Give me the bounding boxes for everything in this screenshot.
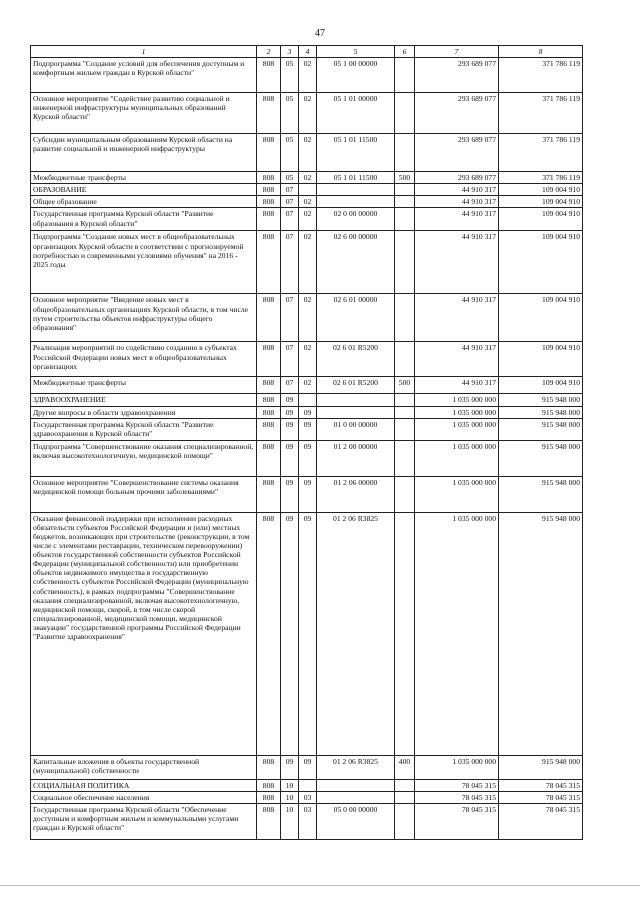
- row-vr: [395, 184, 415, 196]
- row-amount-year2: 78 045 315: [499, 791, 583, 803]
- row-name: Реализация мероприятий по содействию созданию в субъектах Российской Федерации новых мест в общеобразовательных организациях: [31, 342, 257, 377]
- row-csr: 05 1 01 11500: [317, 172, 395, 184]
- row-ved: 808: [257, 512, 281, 755]
- row-amount-year1: 78 045 315: [415, 791, 499, 803]
- row-name: Общее образование: [31, 196, 257, 208]
- row-csr: 02 6 00 00000: [317, 231, 395, 294]
- table-row: [31, 779, 583, 791]
- row-pr: 02: [299, 208, 317, 231]
- table-row: [31, 476, 583, 512]
- row-amount-year2: 915 948 000: [499, 476, 583, 512]
- row-rz: 05: [281, 93, 299, 134]
- table-row: [31, 134, 583, 172]
- column-header: 6: [395, 46, 415, 58]
- row-ved: 808: [257, 779, 281, 791]
- table-row: [31, 342, 583, 377]
- row-pr: 02: [299, 134, 317, 172]
- row-pr: 02: [299, 377, 317, 394]
- row-amount-year1: 1 035 000 000: [415, 406, 499, 418]
- row-name: Государственная программа Курской области "Развитие образования в Курской области": [31, 208, 257, 231]
- row-ved: 808: [257, 196, 281, 208]
- row-ved: 808: [257, 394, 281, 406]
- row-pr: 02: [299, 58, 317, 93]
- row-name: Межбюджетные трансферты: [31, 172, 257, 184]
- row-ved: 808: [257, 294, 281, 342]
- row-csr: 01 2 06 R3825: [317, 755, 395, 779]
- row-amount-year2: 78 045 315: [499, 779, 583, 791]
- page-bottom-rule: [0, 885, 640, 886]
- row-pr: 09: [299, 512, 317, 755]
- row-vr: 500: [395, 377, 415, 394]
- table-row: [31, 58, 583, 93]
- row-ved: 808: [257, 418, 281, 440]
- row-amount-year2: 109 004 910: [499, 294, 583, 342]
- row-rz: 05: [281, 58, 299, 93]
- row-vr: [395, 791, 415, 803]
- row-vr: [395, 803, 415, 839]
- row-amount-year2: 371 786 119: [499, 134, 583, 172]
- column-header: 4: [299, 46, 317, 58]
- row-amount-year1: 1 035 000 000: [415, 418, 499, 440]
- row-rz: 07: [281, 208, 299, 231]
- row-pr: [299, 394, 317, 406]
- row-rz: 07: [281, 377, 299, 394]
- row-ved: 808: [257, 208, 281, 231]
- table-row: [31, 196, 583, 208]
- row-vr: [395, 394, 415, 406]
- row-amount-year1: 1 035 000 000: [415, 512, 499, 755]
- row-csr: 05 1 00 00000: [317, 58, 395, 93]
- row-vr: [395, 406, 415, 418]
- row-amount-year1: 44 910 317: [415, 184, 499, 196]
- row-name: Социальное обеспечение населения: [31, 791, 257, 803]
- table-row: [31, 231, 583, 294]
- row-csr: [317, 394, 395, 406]
- row-ved: 808: [257, 755, 281, 779]
- row-amount-year2: 371 786 119: [499, 93, 583, 134]
- budget-table: [30, 45, 583, 840]
- row-name: Подпрограмма "Совершенствование оказания специализированной, включая высокотехнологичную, медицинской помощи": [31, 440, 257, 476]
- row-pr: 09: [299, 406, 317, 418]
- row-vr: [395, 58, 415, 93]
- row-rz: 09: [281, 418, 299, 440]
- row-vr: [395, 93, 415, 134]
- row-name: Оказание финансовой поддержки при исполнении расходных обязательств субъектов Российской Федерации и (или) местных бюджетов, возникающих при строительстве (реконструкции, в том числе с элементами реставрации, техническом перевооружении) объектов государственной собственности субъектов Российской Федерации (муниципальной собственности) или приобретении объектов недвижимого имущества в государственную собственность субъектов Российской Федерации (муниципальную собственность), в рамках подпрограммы "Совершенствование оказания специализированной, включая высокотехнологичную, медицинской помощи, скорой, в том числе скорой специализированной, медицинской помощи, медицинской эвакуации" государственной программы Российской Федерации "Развитие здравоохранения": [31, 512, 257, 755]
- row-ved: 808: [257, 440, 281, 476]
- table-row: [31, 208, 583, 231]
- table-row: [31, 512, 583, 755]
- row-vr: [395, 294, 415, 342]
- row-amount-year2: 915 948 000: [499, 755, 583, 779]
- row-amount-year2: 915 948 000: [499, 394, 583, 406]
- row-pr: 09: [299, 418, 317, 440]
- row-ved: 808: [257, 93, 281, 134]
- row-csr: 02 6 01 R5200: [317, 342, 395, 377]
- row-amount-year2: 109 004 910: [499, 377, 583, 394]
- row-rz: 07: [281, 342, 299, 377]
- row-csr: [317, 184, 395, 196]
- row-pr: 02: [299, 196, 317, 208]
- column-header: 3: [281, 46, 299, 58]
- row-amount-year2: 915 948 000: [499, 512, 583, 755]
- row-vr: [395, 134, 415, 172]
- row-csr: 05 1 01 11500: [317, 134, 395, 172]
- row-pr: 02: [299, 294, 317, 342]
- row-pr: 09: [299, 440, 317, 476]
- row-ved: 808: [257, 476, 281, 512]
- row-csr: 01 2 06 00000: [317, 476, 395, 512]
- row-name: Субсидии муниципальным образованиям Курской области на развитие социальной и инженерной инфраструктуры: [31, 134, 257, 172]
- row-amount-year2: 109 004 910: [499, 342, 583, 377]
- row-ved: 808: [257, 406, 281, 418]
- row-name: Государственная программа Курской области "Обеспечение доступным и комфортным жильем и коммунальными услугами граждан в Курской области": [31, 803, 257, 839]
- row-csr: 02 6 01 00000: [317, 294, 395, 342]
- row-amount-year1: 44 910 317: [415, 377, 499, 394]
- row-vr: [395, 476, 415, 512]
- page-number: 47: [315, 28, 325, 39]
- row-vr: [395, 440, 415, 476]
- row-amount-year2: 371 786 119: [499, 58, 583, 93]
- row-name: Основное мероприятие "Содействие развитию социальной и инженерной инфраструктуры муниципальных образований Курской области": [31, 93, 257, 134]
- row-rz: 10: [281, 791, 299, 803]
- row-name: Подпрограмма "Создание условий для обеспечения доступным и комфортным жильем граждан в Курской области": [31, 58, 257, 93]
- column-header: 2: [257, 46, 281, 58]
- table-row: [31, 172, 583, 184]
- row-rz: 05: [281, 172, 299, 184]
- row-amount-year1: 293 689 077: [415, 93, 499, 134]
- row-amount-year2: 915 948 000: [499, 406, 583, 418]
- table-row: [31, 406, 583, 418]
- row-amount-year2: 915 948 000: [499, 440, 583, 476]
- table-row: [31, 791, 583, 803]
- row-rz: 07: [281, 184, 299, 196]
- row-amount-year1: 78 045 315: [415, 803, 499, 839]
- table-row: [31, 377, 583, 394]
- row-name: ЗДРАВООХРАНЕНИЕ: [31, 394, 257, 406]
- row-pr: 02: [299, 93, 317, 134]
- row-vr: [395, 512, 415, 755]
- row-csr: [317, 196, 395, 208]
- row-csr: 05 0 00 00000: [317, 803, 395, 839]
- row-csr: [317, 406, 395, 418]
- row-rz: 10: [281, 779, 299, 791]
- row-rz: 10: [281, 803, 299, 839]
- column-header: 8: [499, 46, 583, 58]
- row-amount-year2: 78 045 315: [499, 803, 583, 839]
- row-csr: [317, 791, 395, 803]
- row-amount-year1: 44 910 317: [415, 208, 499, 231]
- row-name: Подпрограмма "Создание новых мест в общеобразовательных организациях Курской области в соответствии с прогнозируемой потребностью и современными условиями обучения" на 2016 - 2025 годы: [31, 231, 257, 294]
- row-rz: 07: [281, 196, 299, 208]
- row-csr: 01 2 00 00000: [317, 440, 395, 476]
- row-amount-year1: 293 689 077: [415, 58, 499, 93]
- row-rz: 09: [281, 512, 299, 755]
- table-row: [31, 93, 583, 134]
- row-amount-year1: 293 689 077: [415, 172, 499, 184]
- row-rz: 07: [281, 294, 299, 342]
- row-pr: 02: [299, 342, 317, 377]
- table-row: [31, 440, 583, 476]
- row-vr: [395, 196, 415, 208]
- row-amount-year1: 44 910 317: [415, 342, 499, 377]
- row-vr: [395, 418, 415, 440]
- row-csr: 02 6 01 R5200: [317, 377, 395, 394]
- row-amount-year1: 1 035 000 000: [415, 476, 499, 512]
- row-name: СОЦИАЛЬНАЯ ПОЛИТИКА: [31, 779, 257, 791]
- row-rz: 09: [281, 476, 299, 512]
- row-amount-year2: 915 948 000: [499, 418, 583, 440]
- row-ved: 808: [257, 184, 281, 196]
- table-row: [31, 803, 583, 839]
- row-amount-year2: 109 004 910: [499, 208, 583, 231]
- row-vr: [395, 231, 415, 294]
- row-amount-year2: 109 004 910: [499, 231, 583, 294]
- row-pr: 02: [299, 172, 317, 184]
- row-amount-year1: 1 035 000 000: [415, 440, 499, 476]
- table-header-row: [31, 46, 583, 58]
- row-amount-year1: 1 035 000 000: [415, 394, 499, 406]
- row-ved: 808: [257, 342, 281, 377]
- row-rz: 09: [281, 394, 299, 406]
- row-vr: 500: [395, 172, 415, 184]
- row-ved: 808: [257, 134, 281, 172]
- row-amount-year1: 293 689 077: [415, 134, 499, 172]
- row-amount-year1: 78 045 315: [415, 779, 499, 791]
- column-header: 7: [415, 46, 499, 58]
- row-name: Основное мероприятие "Совершенствование системы оказания медицинской помощи больным прочими заболеваниями": [31, 476, 257, 512]
- row-name: Межбюджетные трансферты: [31, 377, 257, 394]
- row-pr: 03: [299, 803, 317, 839]
- table-row: [31, 755, 583, 779]
- row-pr: 02: [299, 231, 317, 294]
- row-amount-year1: 44 910 317: [415, 196, 499, 208]
- row-vr: [395, 342, 415, 377]
- row-amount-year2: 371 786 119: [499, 172, 583, 184]
- row-amount-year1: 1 035 000 000: [415, 755, 499, 779]
- row-vr: [395, 208, 415, 231]
- row-rz: 09: [281, 755, 299, 779]
- row-amount-year2: 109 004 910: [499, 184, 583, 196]
- row-rz: 09: [281, 440, 299, 476]
- column-header: 1: [31, 46, 257, 58]
- row-pr: 09: [299, 476, 317, 512]
- row-csr: 02 0 00 00000: [317, 208, 395, 231]
- row-amount-year1: 44 910 317: [415, 294, 499, 342]
- row-ved: 808: [257, 377, 281, 394]
- row-csr: 01 2 06 R3825: [317, 512, 395, 755]
- row-ved: 808: [257, 791, 281, 803]
- row-ved: 808: [257, 803, 281, 839]
- row-name: Другие вопросы в области здравоохранения: [31, 406, 257, 418]
- row-pr: 09: [299, 755, 317, 779]
- row-rz: 09: [281, 406, 299, 418]
- row-rz: 07: [281, 231, 299, 294]
- row-pr: [299, 184, 317, 196]
- table-row: [31, 394, 583, 406]
- row-rz: 05: [281, 134, 299, 172]
- row-amount-year1: 44 910 317: [415, 231, 499, 294]
- row-amount-year2: 109 004 910: [499, 196, 583, 208]
- row-name: Капитальные вложения в объекты государственной (муниципальной) собственности: [31, 755, 257, 779]
- row-csr: 01 0 00 00000: [317, 418, 395, 440]
- row-vr: 400: [395, 755, 415, 779]
- column-header: 5: [317, 46, 395, 58]
- row-pr: 03: [299, 791, 317, 803]
- row-name: Государственная программа Курской области "Развитие здравоохранения в Курской области": [31, 418, 257, 440]
- table-row: [31, 418, 583, 440]
- row-vr: [395, 779, 415, 791]
- row-csr: [317, 779, 395, 791]
- row-ved: 808: [257, 172, 281, 184]
- row-csr: 05 1 01 00000: [317, 93, 395, 134]
- row-pr: [299, 779, 317, 791]
- table-row: [31, 184, 583, 196]
- table-row: [31, 294, 583, 342]
- row-ved: 808: [257, 58, 281, 93]
- row-name: Основное мероприятие "Введение новых мест в общеобразовательных организациях Курской области, в том числе путем строительства объектов инфраструктуры общего образования": [31, 294, 257, 342]
- row-name: ОБРАЗОВАНИЕ: [31, 184, 257, 196]
- row-ved: 808: [257, 231, 281, 294]
